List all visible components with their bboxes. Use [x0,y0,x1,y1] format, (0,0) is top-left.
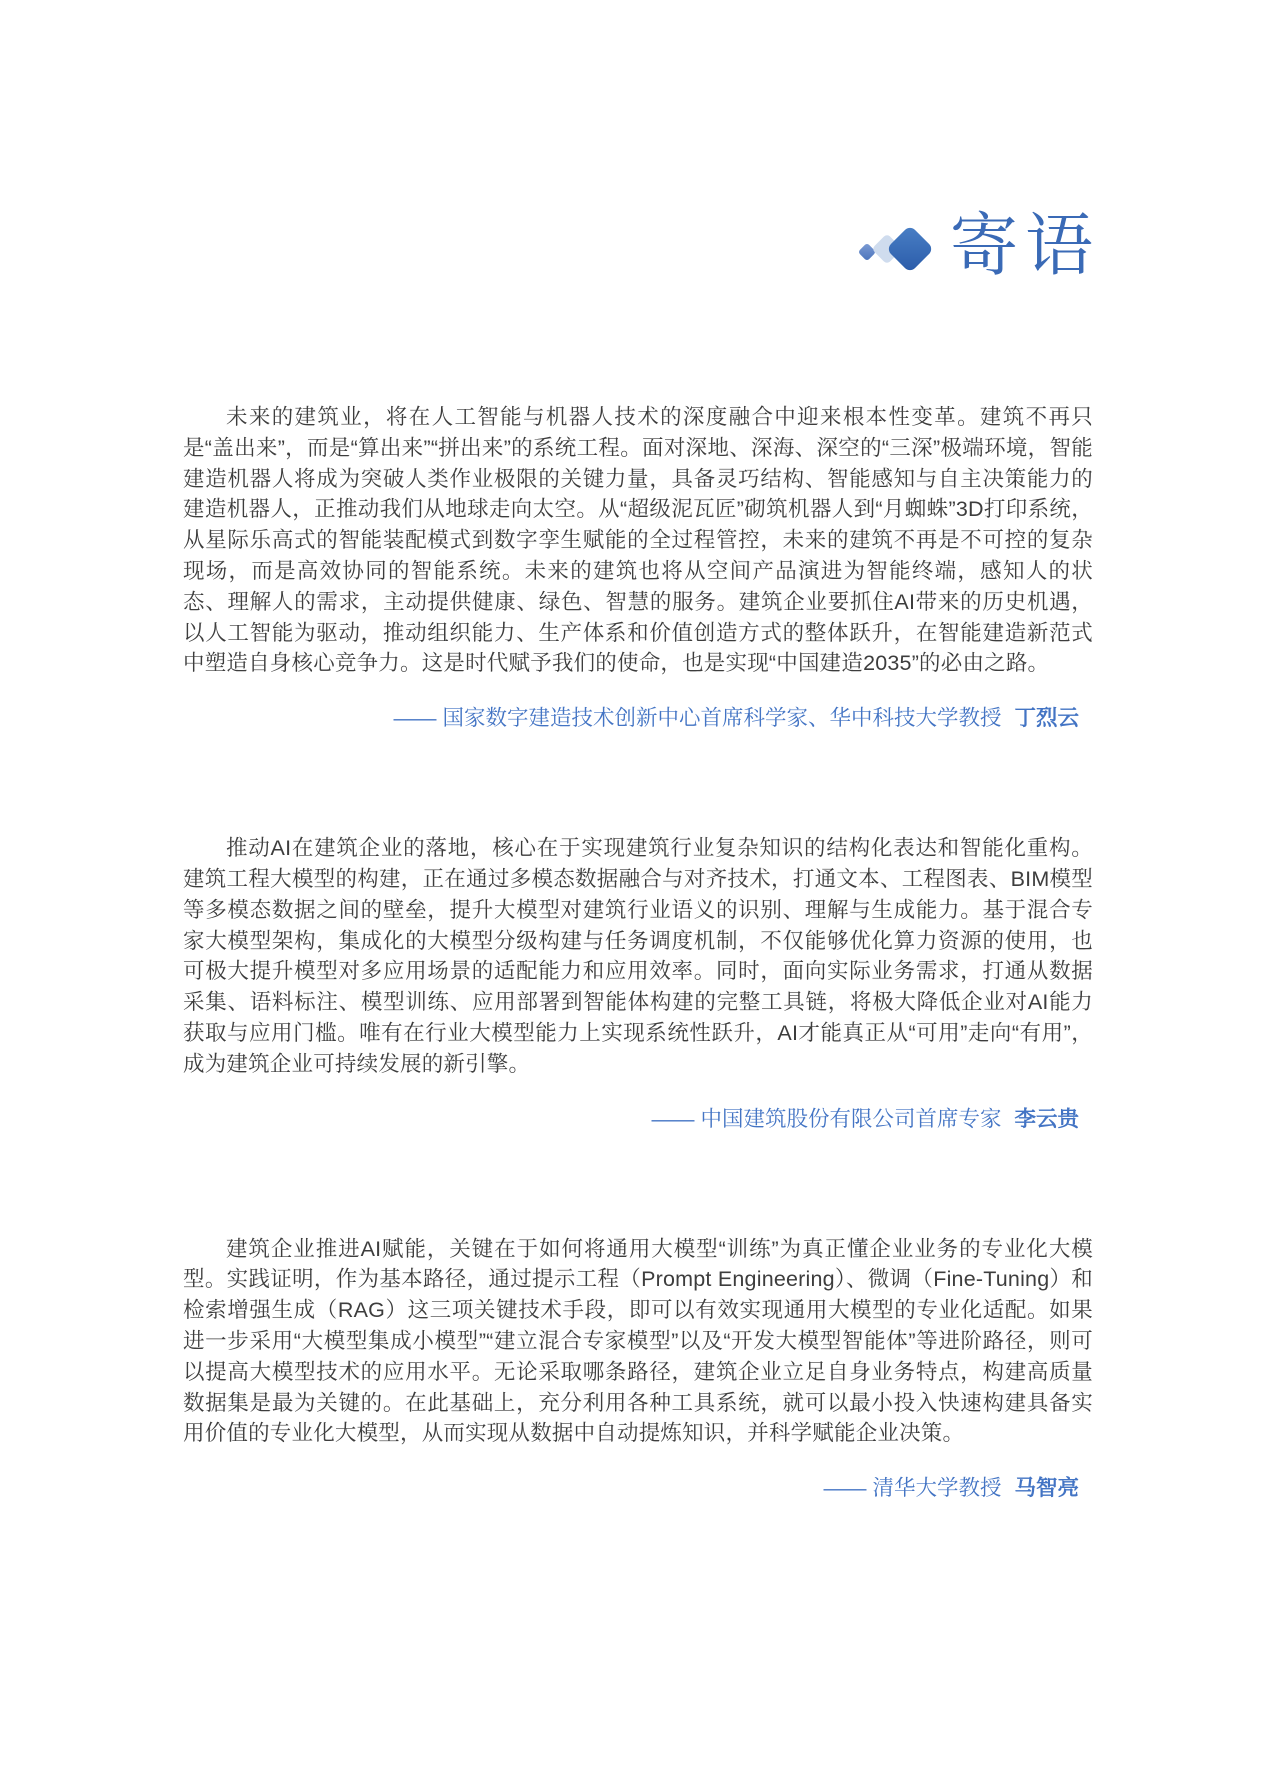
quote-text: 建筑企业推进AI赋能，关键在于如何将通用大模型“训练”为真正懂企业业务的专业化大模型。实践证明，作为基本路径，通过提示工程（Prompt Engineering）、微调（Fine-Tuning）和检索增强生成（RAG）这三项关键技术手段，即可以有效实现通用大模型的专业化适配。如果进一步采用“大模型集成小模型”“建立混合专家模型”以及“开发大模型智能体”等进阶路径，则可以提高大模型技术的应用水平。无论采取哪条路径，建筑企业立足自身业务特点，构建高质量数据集是最为关键的。在此基础上，充分利用各种工具系统，就可以最小投入快速构建具备实用价值的专业化大模型，从而实现从数据中自动提炼知识，并科学赋能企业决策。 [183,1236,1093,1446]
attribution-role: 中国建筑股份有限公司首席专家 [700,1106,1002,1131]
attribution-role: 国家数字建造技术创新中心首席科学家、华中科技大学教授 [442,706,1002,731]
quote-text: 推动AI在建筑企业的落地，核心在于实现建筑行业复杂知识的结构化表达和智能化重构。建筑工程大模型的构建，正在通过多模态数据融合与对齐技术，打通文本、工程图表、BIM模型等多模态数据之间的壁垒，提升大模型对建筑行业语义的识别、理解与生成能力。基于混合专家大模型架构，集成化的大模型分级构建与任务调度机制，不仅能够优化算力资源的使用，也可极大提升模型对多应用场景的适配能力和应用效率。同时，面向实际业务需求，打通从数据采集、语料标注、模型训练、应用部署到智能体构建的完整工具链，将极大降低企业对AI能力获取与应用门槛。唯有在行业大模型能力上实现系统性跃升，AI才能真正从“可用”走向“有用”，成为建筑企业可持续发展的新引擎。 [183,836,1093,1076]
attribution-name: 丁烈云 [1014,706,1079,731]
diamond-logo-icon [850,219,934,286]
attribution-dash: —— [393,706,437,731]
attribution [183,1104,1093,1134]
attribution-name: 李云贵 [1014,1106,1079,1131]
page-content [183,0,1100,1503]
attribution-name: 马智亮 [1014,1476,1079,1501]
page-title: 寄语 [949,208,1100,285]
attribution-dash: —— [651,1106,695,1131]
quote-block-ma-zhiliang [183,1234,1093,1504]
attribution-dash: —— [823,1476,867,1501]
attribution [183,1473,1093,1503]
quote-text: 未来的建筑业，将在人工智能与机器人技术的深度融合中迎来根本性变革。建筑不再只是“盖出来”，而是“算出来”“拼出来”的系统工程。面对深地、深海、深空的“三深”极端环境，智能建造机器人将成为突破人类作业极限的关键力量，具备灵巧结构、智能感知与自主决策能力的建造机器人，正推动我们从地球走向太空。从“超级泥瓦匠”砌筑机器人到“月蜘蛛”3D打印系统，从星际乐高式的智能装配模式到数字孪生赋能的全过程管控，未来的建筑不再是不可控的复杂现场，而是高效协同的智能系统。未来的建筑也将从空间产品演进为智能终端，感知人的状态、理解人的需求，主动提供健康、绿色、智慧的服务。建筑企业要抓住AI带来的历史机遇，以人工智能为驱动，推动组织能力、生产体系和价值创造方式的整体跃升，在智能建造新范式中塑造自身核心竞争力。这是时代赋予我们的使命，也是实现“中国建造2035”的必由之路。 [183,405,1093,676]
quote-block-li-yungui [183,833,1093,1133]
attribution [183,703,1093,733]
section-header [183,0,1100,288]
attribution-role: 清华大学教授 [872,1476,1002,1501]
quote-block-ding-liyun [183,402,1093,733]
